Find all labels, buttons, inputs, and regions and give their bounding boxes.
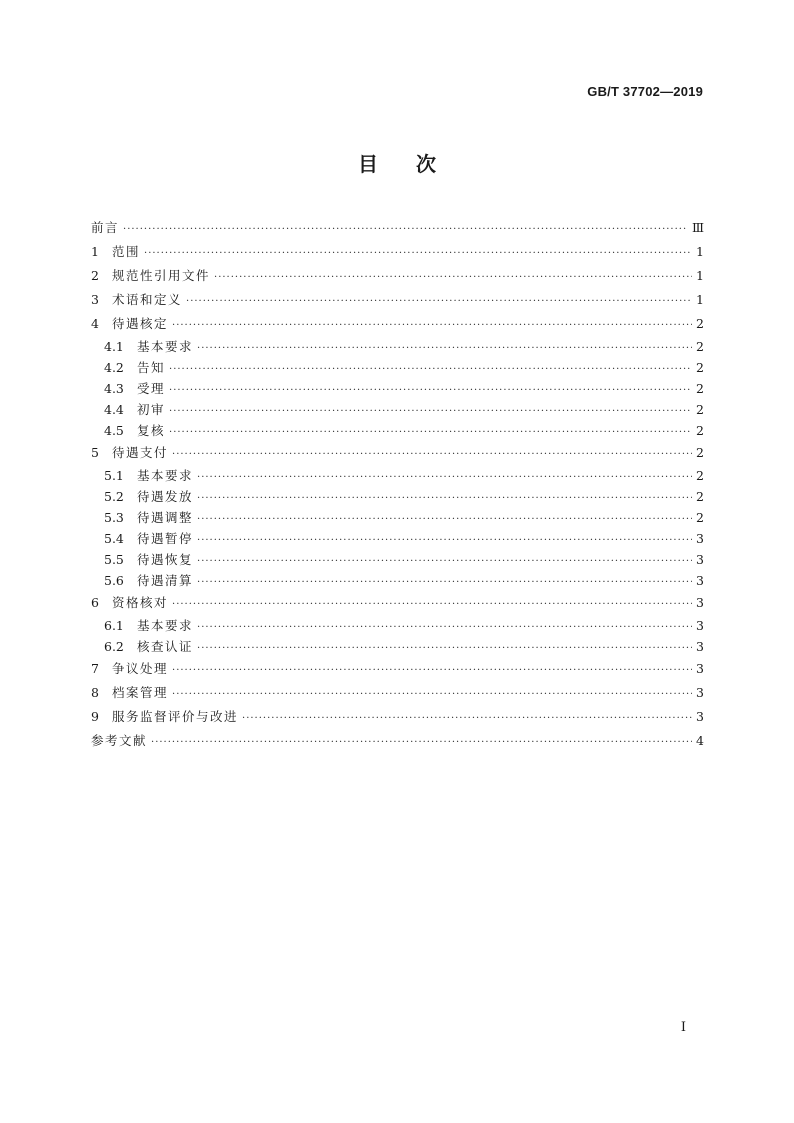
toc-leader-dots — [197, 551, 692, 572]
toc-entry-label: 参考文献 — [91, 733, 148, 748]
toc-leader-dots — [172, 683, 692, 707]
toc-entry[interactable] — [91, 615, 704, 636]
toc-entry-page: 1 — [696, 244, 704, 259]
toc-entry-page: 1 — [696, 292, 704, 307]
toc-leader-dots — [186, 290, 692, 314]
toc-entry-number: 4.1 — [104, 339, 124, 354]
toc-entry[interactable] — [91, 240, 704, 264]
toc-entry-number: 8 — [91, 685, 99, 700]
toc-entry-label: 待遇清算 — [137, 573, 194, 588]
toc-entry[interactable] — [91, 528, 704, 549]
toc-entry-label: 争议处理 — [112, 661, 169, 676]
toc-entry[interactable] — [91, 549, 704, 570]
toc-leader-dots — [169, 359, 692, 380]
page-number: I — [680, 1020, 686, 1035]
toc-leader-dots — [197, 617, 692, 638]
toc-leader-dots — [197, 638, 692, 659]
toc-entry-label: 前言 — [91, 220, 120, 235]
toc-entry-number: 5.1 — [104, 468, 124, 483]
toc-entry[interactable] — [91, 507, 704, 528]
toc-leader-dots — [169, 401, 692, 422]
toc-entry-label: 待遇核定 — [112, 316, 169, 331]
toc-leader-dots — [197, 467, 692, 488]
toc-entry-page: 1 — [696, 268, 704, 283]
toc-entry-page: 2 — [696, 339, 704, 354]
toc-entry-label: 待遇暂停 — [137, 531, 194, 546]
toc-entry-page: 2 — [696, 468, 704, 483]
toc-entry[interactable] — [91, 681, 704, 705]
toc-entry-label: 基本要求 — [137, 468, 194, 483]
toc-entry-label: 基本要求 — [137, 339, 194, 354]
toc-entry-label: 待遇支付 — [112, 445, 169, 460]
toc-entry-page: 2 — [696, 510, 704, 525]
toc-entry-number: 4.3 — [104, 381, 124, 396]
toc-entry-label: 告知 — [137, 360, 166, 375]
toc-entry-label: 范围 — [112, 244, 141, 259]
toc-entry[interactable] — [91, 264, 704, 288]
toc-leader-dots — [197, 509, 692, 530]
standard-code: GB/T 37702—2019 — [587, 84, 703, 99]
toc-entry-page: 3 — [696, 709, 704, 724]
toc-entry-label: 资格核对 — [112, 595, 169, 610]
toc-entry-number: 5.3 — [104, 510, 124, 525]
toc-entry[interactable] — [91, 705, 704, 729]
page-title-char: 次 — [416, 152, 436, 176]
toc-entry-page: 2 — [696, 489, 704, 504]
toc-entry-number: 1 — [91, 244, 99, 259]
toc-leader-dots — [242, 707, 692, 731]
toc-entry[interactable] — [91, 657, 704, 681]
toc-entry-number: 4.5 — [104, 423, 124, 438]
toc-entry[interactable] — [91, 591, 704, 615]
toc-leader-dots — [214, 266, 692, 290]
toc-entry-number: 4.4 — [104, 402, 124, 417]
toc-entry-number: 9 — [91, 709, 99, 724]
toc-leader-dots — [197, 530, 692, 551]
toc-leader-dots — [172, 443, 692, 467]
toc-entry-page: 3 — [696, 639, 704, 654]
toc-entry-page: 3 — [696, 618, 704, 633]
toc-entry-number: 6.1 — [104, 618, 124, 633]
toc-entry-number: 5.5 — [104, 552, 124, 567]
toc-entry[interactable] — [91, 420, 704, 441]
toc-leader-dots — [197, 488, 692, 509]
toc-entry[interactable] — [91, 441, 704, 465]
toc-entry-label: 规范性引用文件 — [112, 268, 211, 283]
page-title — [0, 150, 794, 178]
toc-entry-label: 受理 — [137, 381, 166, 396]
toc-leader-dots — [172, 659, 692, 683]
toc-entry-label: 档案管理 — [112, 685, 169, 700]
toc-leader-dots — [197, 338, 692, 359]
toc-entry-number: 5.2 — [104, 489, 124, 504]
toc-entry-number: 5.4 — [104, 531, 124, 546]
page-title-char: 目 — [358, 152, 378, 176]
toc-entry-number: 4.2 — [104, 360, 124, 375]
toc-entry-number: 6 — [91, 595, 99, 610]
toc-leader-dots — [172, 314, 692, 338]
toc-entry[interactable] — [91, 288, 704, 312]
toc-entry-page: 3 — [696, 573, 704, 588]
toc-entry[interactable] — [91, 378, 704, 399]
toc-entry-page: 3 — [696, 595, 704, 610]
toc-entry-label: 基本要求 — [137, 618, 194, 633]
toc-entry-label: 核查认证 — [137, 639, 194, 654]
toc-entry-page: 3 — [696, 685, 704, 700]
toc-entry-page: 2 — [696, 316, 704, 331]
toc-entry-number: 2 — [91, 268, 99, 283]
toc-entry[interactable] — [91, 357, 704, 378]
toc-entry-page: 3 — [696, 661, 704, 676]
toc-entry[interactable] — [91, 570, 704, 591]
toc-leader-dots — [151, 731, 692, 755]
toc-entry-number: 7 — [91, 661, 99, 676]
toc-entry-label: 待遇调整 — [137, 510, 194, 525]
toc-entry-page: 2 — [696, 402, 704, 417]
toc-entry-page: 4 — [696, 733, 704, 748]
toc-leader-dots — [144, 242, 692, 266]
toc-leader-dots — [169, 422, 692, 443]
toc-entry-page: 2 — [696, 423, 704, 438]
toc-entry-label: 复核 — [137, 423, 166, 438]
toc-entry[interactable] — [91, 336, 704, 357]
toc-entry-number: 3 — [91, 292, 99, 307]
toc-leader-dots — [123, 218, 688, 242]
toc-leader-dots — [169, 380, 692, 401]
toc-entry[interactable] — [91, 636, 704, 657]
toc-leader-dots — [172, 593, 692, 617]
toc-entry-number: 5.6 — [104, 573, 124, 588]
toc-entry-page: Ⅲ — [691, 220, 704, 235]
toc-entry[interactable] — [91, 465, 704, 486]
toc-entry-number: 6.2 — [104, 639, 124, 654]
toc-leader-dots — [197, 572, 692, 593]
toc-entry-page: 2 — [696, 445, 704, 460]
toc-entry-label: 服务监督评价与改进 — [112, 709, 239, 724]
toc-entry-label: 术语和定义 — [112, 292, 183, 307]
toc-entry-number: 5 — [91, 445, 99, 460]
toc-entry-page: 3 — [696, 552, 704, 567]
table-of-contents — [91, 216, 704, 753]
toc-entry-page: 3 — [696, 531, 704, 546]
toc-entry[interactable] — [91, 486, 704, 507]
toc-entry-label: 待遇发放 — [137, 489, 194, 504]
toc-entry[interactable] — [91, 729, 704, 753]
toc-entry-label: 初审 — [137, 402, 166, 417]
toc-entry[interactable] — [91, 399, 704, 420]
toc-entry[interactable] — [91, 216, 704, 240]
toc-entry-page: 2 — [696, 381, 704, 396]
toc-entry-label: 待遇恢复 — [137, 552, 194, 567]
toc-entry-number: 4 — [91, 316, 99, 331]
toc-entry-page: 2 — [696, 360, 704, 375]
toc-entry[interactable] — [91, 312, 704, 336]
